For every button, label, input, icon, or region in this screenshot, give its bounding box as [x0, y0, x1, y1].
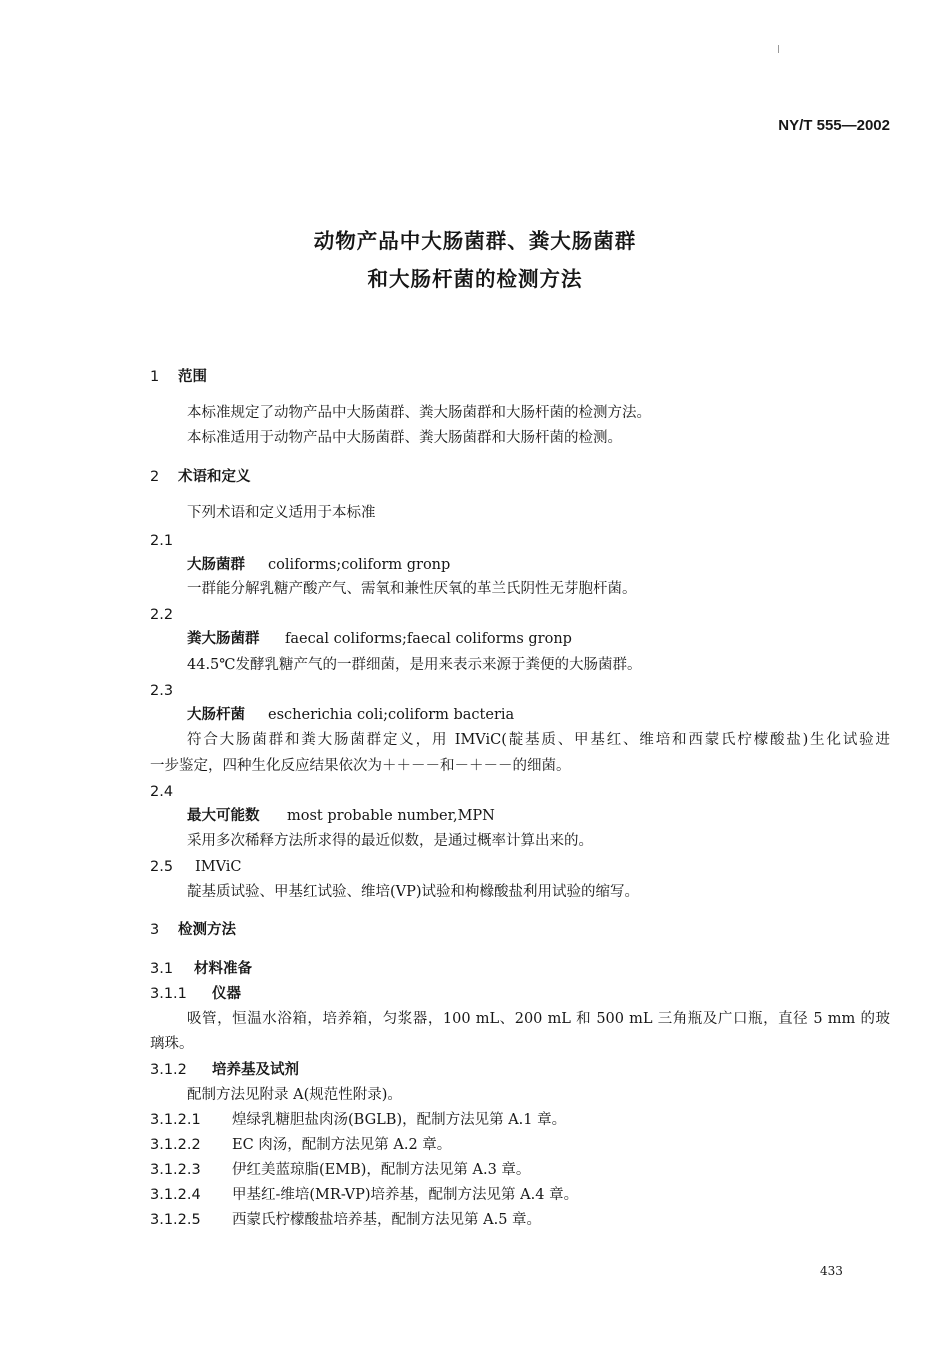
section-1-heading: 范围 — [178, 369, 207, 385]
term-2-4-definition: 采用多次稀释方法所求得的最近似数，是通过概率计算出来的。 — [187, 833, 593, 849]
clause-2-5-number: 2.5 — [150, 859, 174, 875]
clause-3-1-1-text-line-2: 璃珠。 — [150, 1036, 194, 1052]
item-text: EC 肉汤，配制方法见第 A.2 章。 — [232, 1137, 452, 1153]
term-2-1-en: coliforms;coliform gronp — [268, 557, 451, 573]
document-title-line-2: 和大肠杆菌的检测方法 — [367, 267, 583, 291]
section-3-number: 3 — [150, 922, 160, 938]
item-text: 伊红美蓝琼脂(EMB)，配制方法见第 A.3 章。 — [232, 1162, 531, 1178]
document-title-line-1: 动物产品中大肠菌群、粪大肠菌群 — [313, 229, 637, 253]
page-number: 433 — [820, 1264, 843, 1278]
item-text: 西蒙氏柠檬酸盐培养基，配制方法见第 A.5 章。 — [232, 1212, 542, 1228]
section-1-paragraph-2: 本标准适用于动物产品中大肠菌群、粪大肠菌群和大肠杆菌的检测。 — [187, 430, 622, 446]
clause-2-1-number: 2.1 — [150, 533, 174, 549]
section-1-number: 1 — [150, 369, 160, 385]
item-number: 3.1.2.5 — [150, 1212, 201, 1228]
clause-3-1-2-intro: 配制方法见附录 A(规范性附录)。 — [187, 1087, 402, 1103]
term-2-2-en: faecal coliforms;faecal coliforms gronp — [285, 631, 572, 647]
section-2-intro: 下列术语和定义适用于本标准 — [187, 505, 376, 521]
item-number: 3.1.2.4 — [150, 1187, 201, 1203]
term-2-2-zh: 粪大肠菌群 — [187, 630, 260, 647]
term-2-4-zh: 最大可能数 — [187, 807, 260, 824]
section-1-paragraph-1: 本标准规定了动物产品中大肠菌群、粪大肠菌群和大肠杆菌的检测方法。 — [187, 405, 651, 421]
item-number: 3.1.2.2 — [150, 1137, 201, 1153]
clause-3-1-1-heading: 仪器 — [212, 986, 241, 1002]
item-text: 甲基红-维培(MR-VP)培养基，配制方法见第 A.4 章。 — [232, 1187, 579, 1203]
section-2-heading: 术语和定义 — [178, 469, 251, 485]
term-2-1-definition: 一群能分解乳糖产酸产气、需氧和兼性厌氧的革兰氏阴性无芽胞杆菌。 — [187, 581, 637, 597]
item-number: 3.1.2.3 — [150, 1162, 201, 1178]
section-3-heading: 检测方法 — [178, 922, 236, 938]
clause-2-3-number: 2.3 — [150, 683, 174, 699]
item-text: 煌绿乳糖胆盐肉汤(BGLB)，配制方法见第 A.1 章。 — [232, 1112, 567, 1128]
term-2-1-zh: 大肠菌群 — [187, 556, 245, 573]
clause-2-4-number: 2.4 — [150, 784, 174, 800]
term-2-5-en: IMViC — [195, 859, 242, 875]
term-2-5-definition: 靛基质试验、甲基红试验、维培(VP)试验和枸橼酸盐利用试验的缩写。 — [187, 884, 640, 900]
term-2-3-zh: 大肠杆菌 — [187, 706, 245, 723]
term-2-3-definition-line-2: 一步鉴定，四种生化反应结果依次为＋＋－－和－＋－－的细菌。 — [150, 758, 571, 774]
clause-2-2-number: 2.2 — [150, 607, 174, 623]
item-number: 3.1.2.1 — [150, 1112, 201, 1128]
clause-3-1-1-number: 3.1.1 — [150, 986, 187, 1002]
clause-3-1-number: 3.1 — [150, 961, 174, 977]
clause-3-1-2-heading: 培养基及试剂 — [212, 1062, 299, 1078]
standard-number: NY/T 555—2002 — [778, 117, 890, 134]
scan-mark — [778, 45, 779, 53]
clause-3-1-2-number: 3.1.2 — [150, 1062, 187, 1078]
section-2-number: 2 — [150, 469, 160, 485]
term-2-4-en: most probable number,MPN — [287, 808, 495, 824]
term-2-2-definition: 44.5℃发酵乳糖产气的一群细菌，是用来表示来源于粪便的大肠菌群。 — [187, 657, 642, 673]
clause-3-1-heading: 材料准备 — [194, 961, 252, 977]
clause-3-1-1-text-line-1: 吸管，恒温水浴箱，培养箱，匀浆器，100 mL、200 mL 和 500 mL 三角瓶及广口瓶，直径 5 mm 的玻 — [187, 1011, 890, 1027]
term-2-3-definition-line-1: 符合大肠菌群和粪大肠菌群定义，用 IMViC(靛基质、甲基红、维培和西蒙氏柠檬酸盐)生化试验进 — [187, 732, 890, 748]
term-2-3-en: escherichia coli;coliform bacteria — [268, 707, 515, 723]
